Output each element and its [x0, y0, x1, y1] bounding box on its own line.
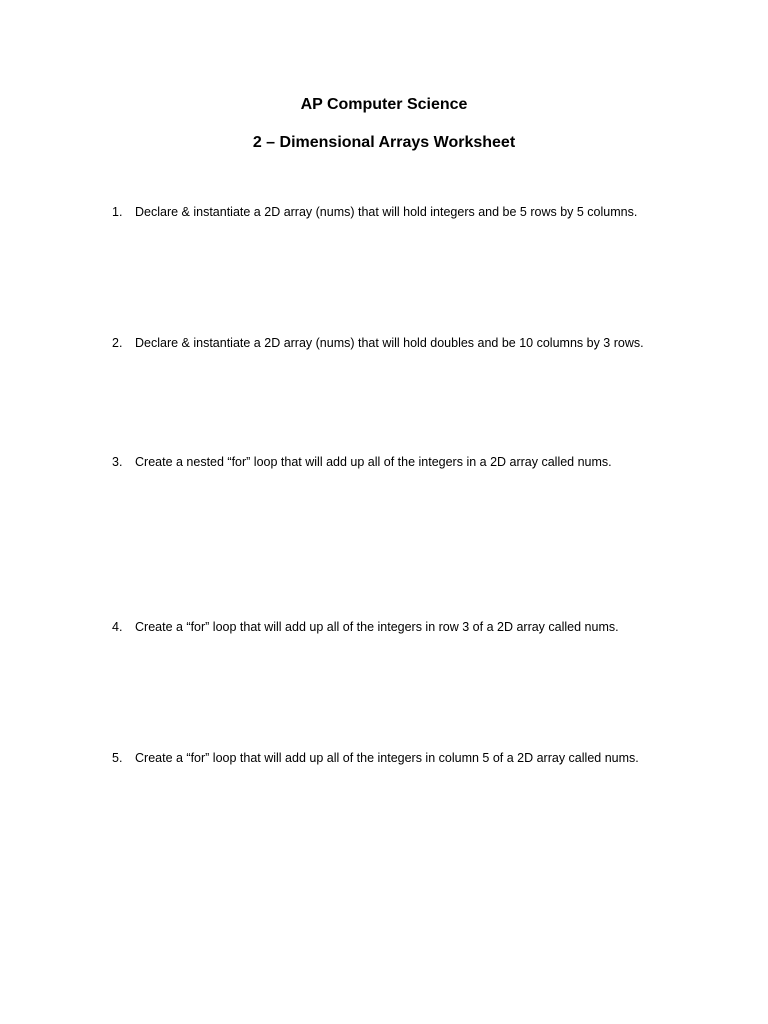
- question-item: [112, 750, 692, 766]
- question-item: [112, 454, 692, 470]
- question-text: Create a “for” loop that will add up all of the integers in column 5 of a 2D array called nums.: [135, 751, 639, 765]
- question-text: Create a “for” loop that will add up all of the integers in row 3 of a 2D array called nums.: [135, 620, 619, 634]
- page-subtitle: 2 – Dimensional Arrays Worksheet: [252, 134, 516, 151]
- question-number: 5.: [112, 751, 123, 765]
- question-number: 2.: [112, 336, 123, 350]
- question-item: [112, 335, 692, 351]
- question-item: [112, 204, 692, 220]
- question-number: 3.: [112, 455, 123, 469]
- question-text: Declare & instantiate a 2D array (nums) that will hold doubles and be 10 columns by 3 rows.: [135, 336, 644, 350]
- question-number: 1.: [112, 205, 123, 219]
- question-number: 4.: [112, 620, 123, 634]
- question-item: [112, 619, 692, 635]
- question-text: Declare & instantiate a 2D array (nums) that will hold integers and be 5 rows by 5 columns.: [135, 205, 638, 219]
- page-title: AP Computer Science: [300, 96, 468, 113]
- question-text: Create a nested “for” loop that will add up all of the integers in a 2D array called nums.: [135, 455, 612, 469]
